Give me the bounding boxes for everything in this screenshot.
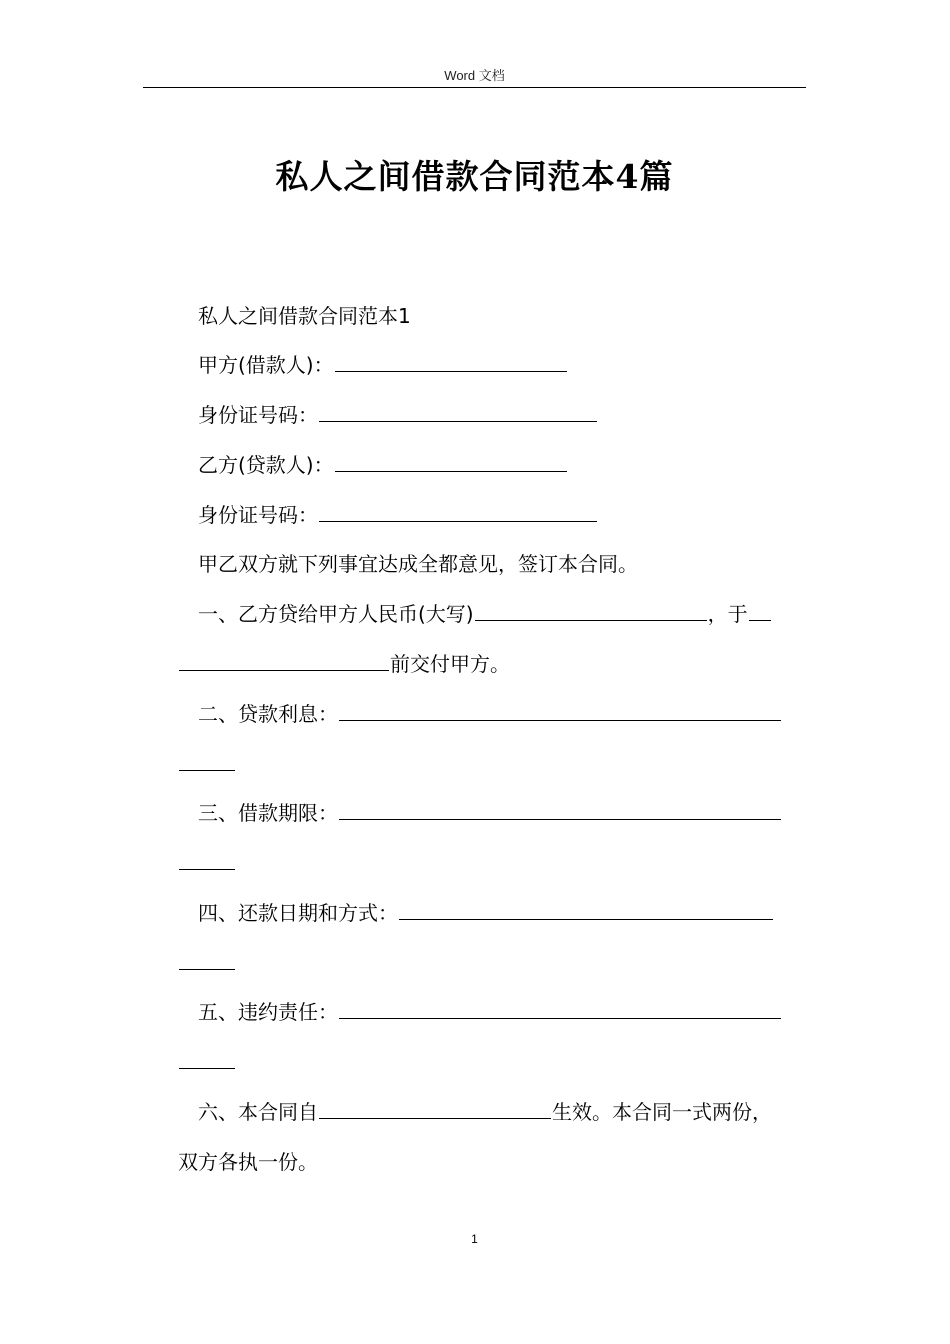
clause-2-line-2 — [178, 749, 236, 779]
clause-3-label: 三、借款期限： — [198, 801, 338, 825]
party-b-line — [198, 450, 568, 480]
clause-5-label: 五、违约责任： — [198, 1000, 338, 1024]
interest-blank-continued[interactable] — [179, 750, 235, 771]
clause-4-label: 四、还款日期和方式： — [198, 901, 398, 925]
document-title: 私人之间借款合同范本4篇 — [275, 157, 674, 196]
clause-4-line-2 — [178, 948, 236, 978]
liability-blank-continued[interactable] — [179, 1048, 235, 1069]
loan-term-blank[interactable] — [339, 799, 781, 820]
id-a-label: 身份证号码： — [198, 403, 318, 427]
contract-heading — [198, 301, 411, 331]
page-number: 1 — [471, 1232, 478, 1246]
clause-6-line-2 — [178, 1147, 318, 1177]
party-a-line — [198, 350, 568, 380]
clause-5-line-1 — [198, 997, 782, 1027]
clause-6-text-3: 双方各执一份。 — [178, 1150, 318, 1174]
id-b-label: 身份证号码： — [198, 503, 318, 527]
loan-amount-blank[interactable] — [475, 600, 707, 621]
party-b-blank[interactable] — [335, 451, 567, 472]
clause-3-line-2 — [178, 848, 236, 878]
liability-blank[interactable] — [339, 998, 781, 1019]
repayment-blank-continued[interactable] — [179, 949, 235, 970]
id-a-line — [198, 400, 598, 430]
id-a-blank[interactable] — [319, 401, 597, 422]
clause-2-line-1 — [198, 699, 782, 729]
clause-2-label: 二、贷款利息： — [198, 702, 338, 726]
delivery-date-blank-end[interactable] — [179, 650, 389, 671]
party-a-label: 甲方(借款人)： — [198, 353, 334, 377]
repayment-blank[interactable] — [399, 899, 773, 920]
party-b-label: 乙方(贷款人)： — [198, 453, 334, 477]
interest-blank[interactable] — [339, 700, 781, 721]
agreement-intro — [198, 549, 638, 579]
clause-6-line-1 — [198, 1097, 772, 1127]
contract-heading-text: 私人之间借款合同范本1 — [198, 304, 411, 328]
clause-1-text-1: 一、乙方贷给甲方人民币(大写) — [198, 602, 474, 626]
header-rule — [143, 87, 806, 88]
clause-1-text-3: 前交付甲方。 — [390, 652, 510, 676]
clause-1-text-2: ，于 — [707, 602, 748, 626]
clause-1-line-2 — [178, 649, 510, 679]
id-b-blank[interactable] — [319, 501, 597, 522]
clause-1-line-1 — [198, 599, 772, 629]
page-header: Word 文档 — [444, 68, 505, 83]
loan-term-blank-continued[interactable] — [179, 849, 235, 870]
clause-6-text-2: 生效。本合同一式两份， — [552, 1100, 772, 1124]
clause-5-line-2 — [178, 1047, 236, 1077]
clause-6-text-1: 六、本合同自 — [198, 1100, 318, 1124]
clause-3-line-1 — [198, 798, 782, 828]
agreement-intro-text: 甲乙双方就下列事宜达成全都意见，签订本合同。 — [198, 552, 638, 576]
party-a-blank[interactable] — [335, 351, 567, 372]
effective-date-blank[interactable] — [319, 1098, 551, 1119]
delivery-date-blank-start[interactable] — [749, 600, 771, 621]
clause-4-line-1 — [198, 898, 774, 928]
id-b-line — [198, 500, 598, 530]
